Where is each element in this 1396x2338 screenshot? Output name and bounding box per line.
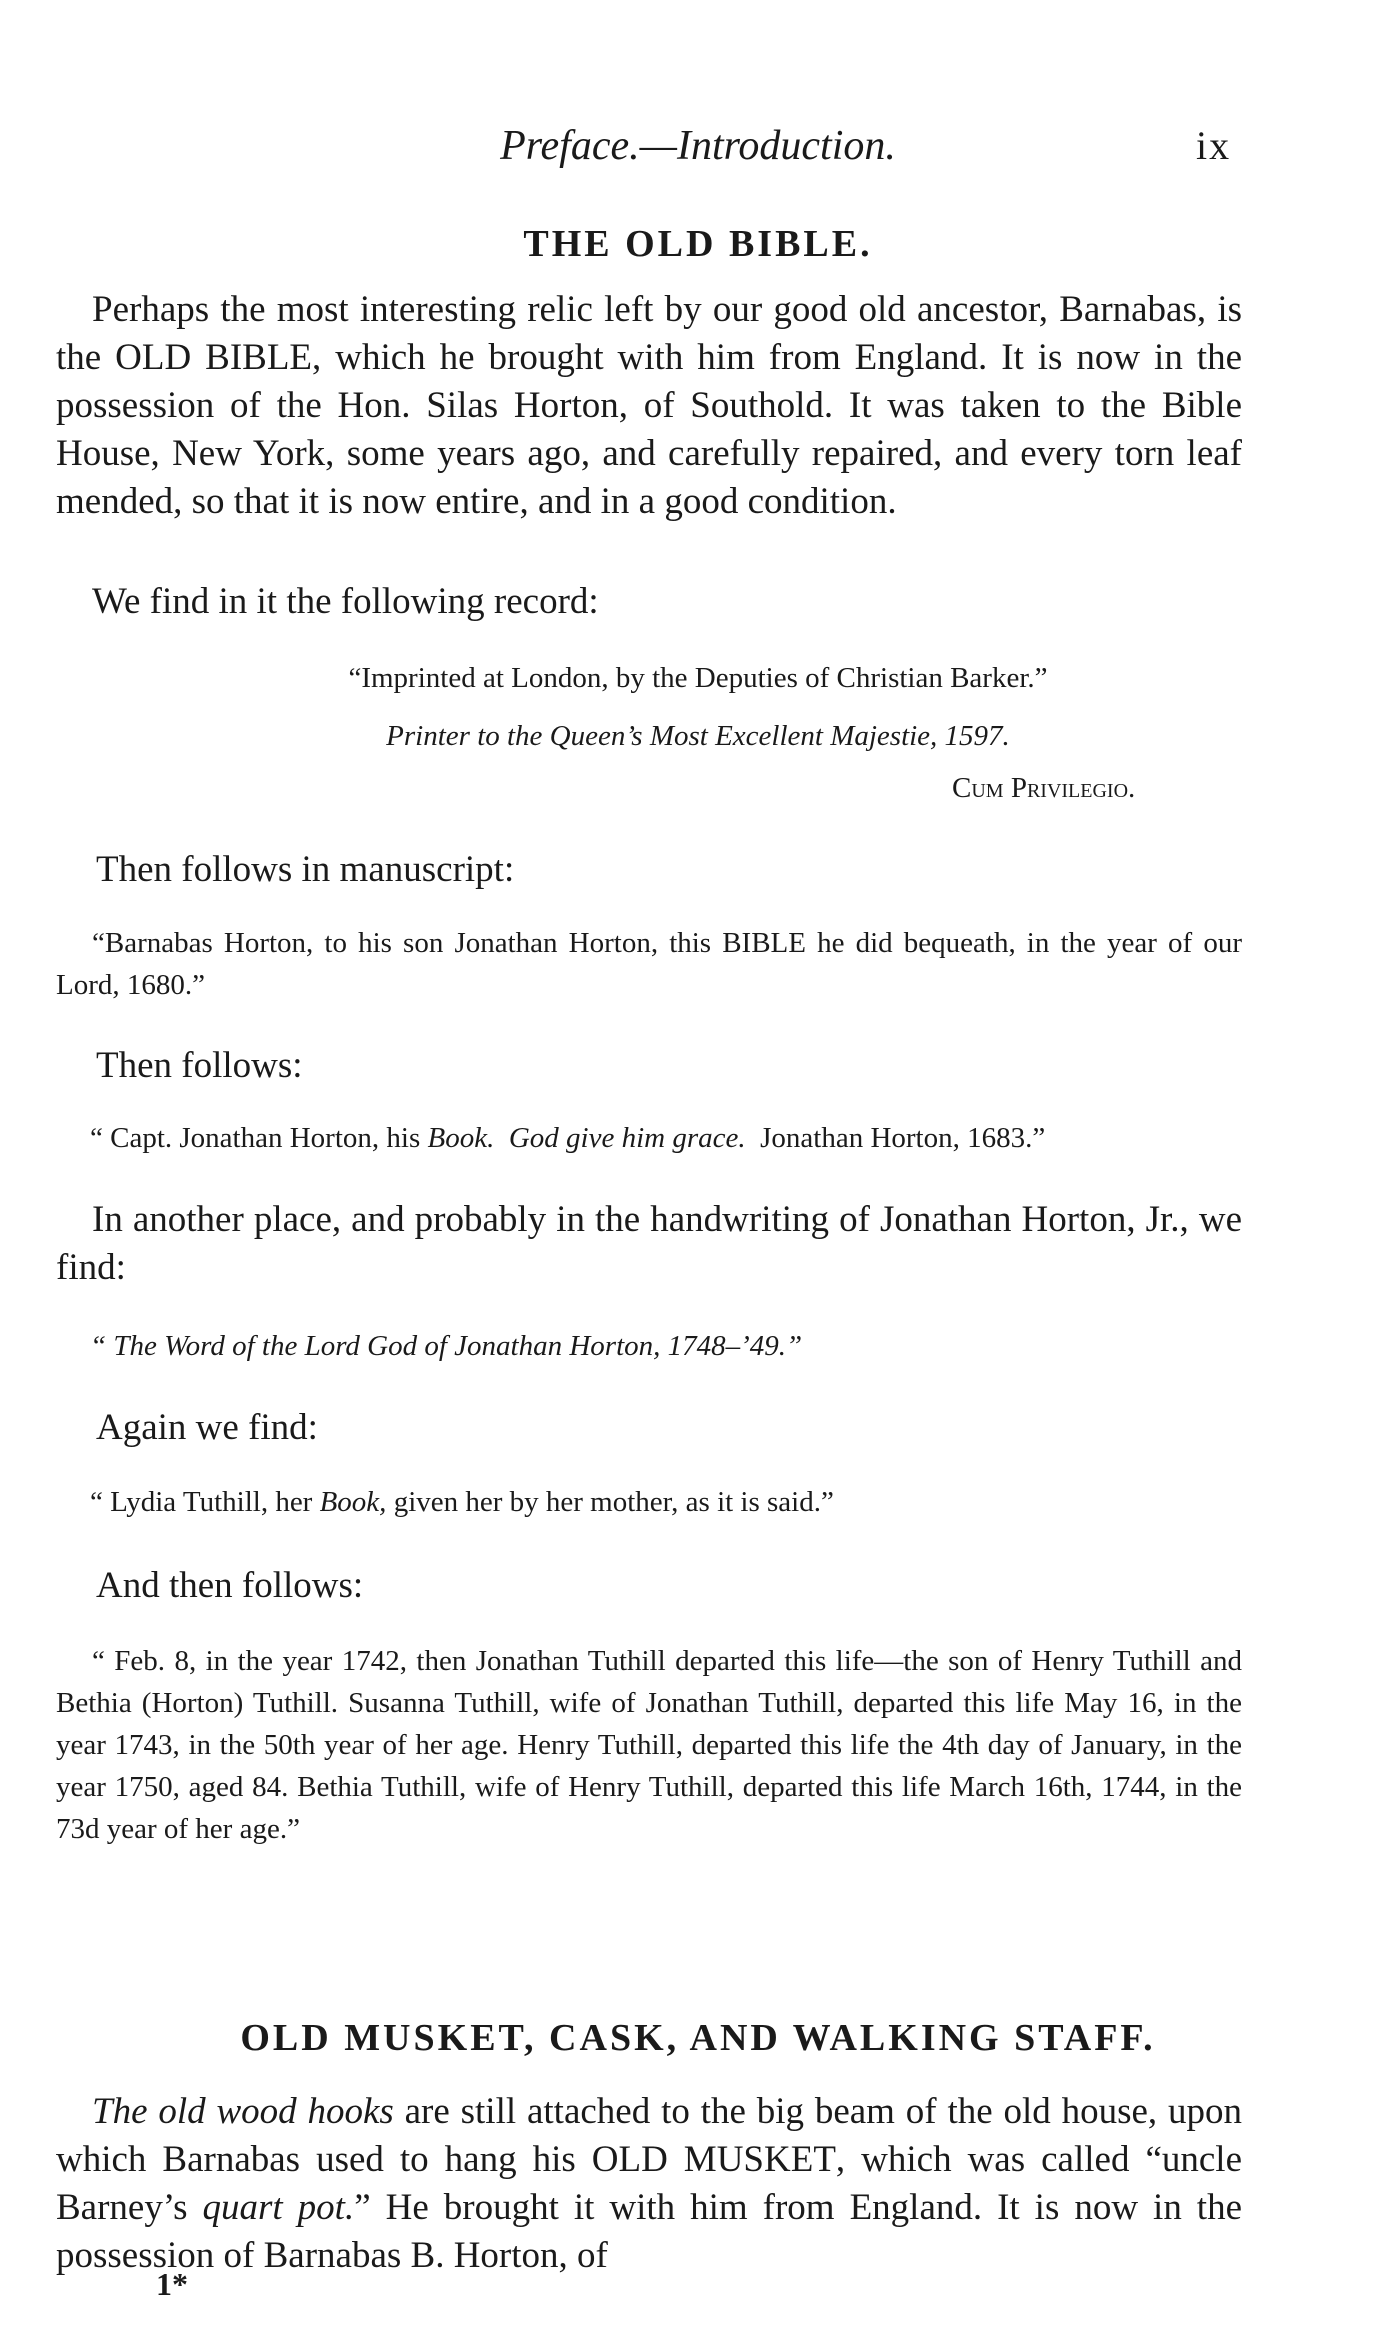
quote-lydia-rest: given her by her mother, as it is said.” (386, 1486, 834, 1518)
cum-privilegio: Cum Privilegio. (952, 772, 1136, 804)
paragraph-musket (56, 2088, 1242, 2280)
paragraph-old-bible: Perhaps the most interesting relic left by our good old ancestor, Barnabas, is the OLD BIBLE, which he brought with him from England. It is now in the possession of the Hon. Silas Horton, of Southold. It was taken to the Bible House, New York, some years ago, and carefully repaired, and every torn leaf mended, so that it is now entire, and in a good condition. (56, 289, 1242, 522)
section-title-old-bible: THE OLD BIBLE. (523, 223, 873, 265)
signature-mark: 1* (156, 2266, 188, 2302)
quote-capt-jonathan (90, 1122, 1045, 1155)
quote-barnabas-bequest: “Barnabas Horton, to his son Jonathan Horton, this BIBLE he did bequeath, in the year of our Lord, 1680.” (56, 927, 1242, 1001)
quote-lydia (90, 1486, 834, 1519)
quote-capt-jonathan-text: “ Capt. Jonathan Horton, his (90, 1122, 428, 1154)
paragraph-following-record: We find in it the following record: (92, 581, 599, 622)
quote-lydia-book: Book, (319, 1486, 387, 1518)
page-number: ix (1196, 123, 1232, 168)
running-head: Preface.—Introduction. (500, 123, 896, 169)
and-then-follows: And then follows: (96, 1565, 364, 1606)
then-follows: Then follows: (96, 1045, 303, 1086)
imprint-line: “Imprinted at London, by the Deputies of Christian Barker.” (348, 662, 1048, 694)
quote-tuthill-record: “ Feb. 8, in the year 1742, then Jonathan Tuthill departed this life—the son of Henry Tuthill and Bethia (Horton) Tuthill. Susanna Tuthill, wife of Jonathan Tuthill, departed this life May 16, in the year 1743, in the 50th year of her age. Henry Tuthill, departed this life the 4th day of January, in the year 1750, aged 84. Bethia Tuthill, wife of Henry Tuthill, departed this life March 16th, 1744, in the 73d year of her age.” (56, 1645, 1242, 1845)
then-follows-manuscript: Then follows in manuscript: (96, 849, 515, 890)
quote-capt-grace: God give him grace. (508, 1122, 746, 1154)
again-we-find: Again we find: (96, 1407, 318, 1448)
quote-lydia-text: “ Lydia Tuthill, her (90, 1486, 320, 1518)
paragraph-musket-c: ” He brought it with him from England. It is now in the possession of Barnabas B. Horton, of (56, 2187, 1243, 2276)
quote-capt-book: Book. (427, 1122, 495, 1154)
paragraph-another-place: In another place, and probably in the handwriting of Jonathan Horton, Jr., we find: (56, 1199, 1242, 1288)
quart-pot-text: quart pot. (202, 2187, 355, 2228)
section-title-musket: OLD MUSKET, CASK, AND WALKING STAFF. (240, 2017, 1156, 2059)
wood-hooks-text: The old wood hooks (92, 2091, 394, 2132)
quote-word-of-lord: “ The Word of the Lord God of Jonathan Horton, 1748–’49.” (90, 1330, 803, 1362)
quote-capt-signature: Jonathan Horton, 1683.” (760, 1122, 1046, 1154)
paragraph-musket-a: are still attached to the big beam of the old house, upon which Barnabas used to hang his (56, 2091, 1243, 2180)
old-musket-text: OLD MUSKET (591, 2139, 836, 2180)
paragraph-musket-b: , which was called “uncle Barney’s (56, 2139, 1242, 2228)
printer-line: Printer to the Queen’s Most Excellent Majestie, 1597. (386, 720, 1010, 752)
